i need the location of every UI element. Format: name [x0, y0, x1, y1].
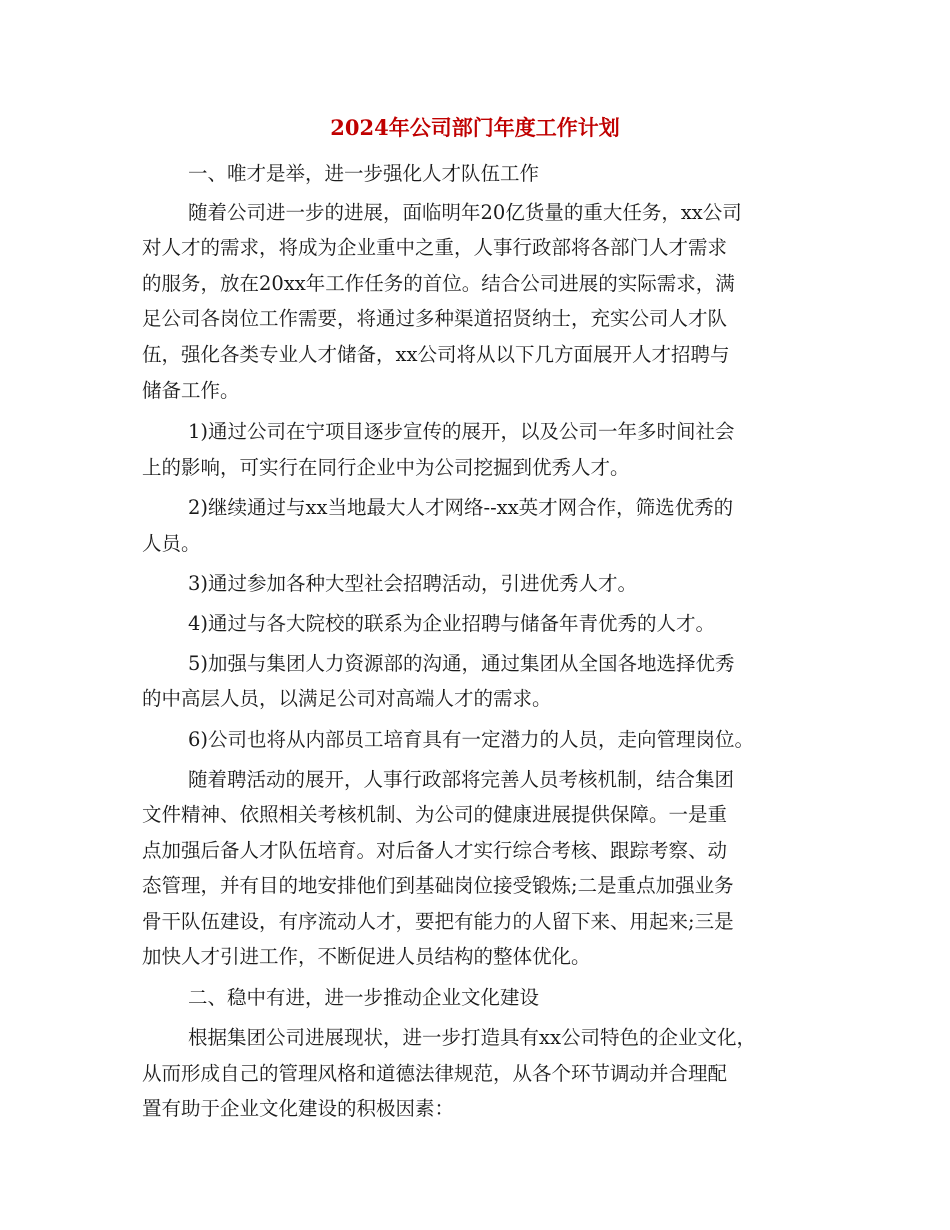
paragraph-line: 对人才的需求，将成为企业重中之重，人事行政部将各部门人才需求 — [142, 236, 728, 259]
paragraph-line: 态管理，并有目的地安排他们到基础岗位接受锻炼;二是重点加强业务 — [142, 874, 734, 897]
paragraph-line: 随着公司进一步的进展，面临明年20亿货量的重大任务，xx公司 — [188, 201, 742, 224]
list-item-line: 的中高层人员，以满足公司对高端人才的需求。 — [142, 687, 552, 710]
list-item-line: 5)加强与集团人力资源部的沟通，通过集团从全国各地选择优秀 — [188, 652, 735, 675]
paragraph-line: 骨干队伍建设，有序流动人才，要把有能力的人留下来、用起来;三是 — [142, 910, 734, 933]
section-heading-2: 二、稳中有进，进一步推动企业文化建设 — [188, 986, 540, 1009]
paragraph-line: 根据集团公司进展现状，进一步打造具有xx公司特色的企业文化， — [188, 1026, 756, 1049]
section-heading-1: 一、唯才是举，进一步强化人才队伍工作 — [188, 162, 540, 185]
list-item-line: 3)通过参加各种大型社会招聘活动，引进优秀人才。 — [188, 572, 638, 595]
paragraph-line: 点加强后备人才队伍培育。对后备人才实行综合考核、跟踪考察、动 — [142, 839, 728, 862]
document-title: 2024年公司部门年度工作计划 — [330, 115, 620, 140]
list-item-line: 人员。 — [142, 532, 201, 555]
list-item-line: 4)通过与各大院校的联系为企业招聘与储备年青优秀的人才。 — [188, 612, 716, 635]
list-item-line: 6)公司也将从内部员工培育具有一定潜力的人员，走向管理岗位。 — [188, 728, 755, 751]
paragraph-line: 的服务，放在20xx年工作任务的首位。结合公司进展的实际需求，满 — [142, 272, 735, 295]
list-item-line: 2)继续通过与xx当地最大人才网络--xx英才网合作，筛选优秀的 — [188, 496, 734, 519]
paragraph-line: 加快人才引进工作，不断促进人员结构的整体优化。 — [142, 945, 591, 968]
list-item-line: 1)通过公司在宁项目逐步宣传的展开，以及公司一年多时间社会 — [188, 420, 735, 443]
paragraph-line: 足公司各岗位工作需要，将通过多种渠道招贤纳士，充实公司人才队 — [142, 307, 728, 330]
paragraph-line: 从而形成自己的管理风格和道德法律规范，从各个环节调动并合理配 — [142, 1062, 728, 1085]
paragraph-line: 置有助于企业文化建设的积极因素： — [142, 1097, 455, 1120]
list-item-line: 上的影响，可实行在同行企业中为公司挖掘到优秀人才。 — [142, 456, 630, 479]
paragraph-line: 随着聘活动的展开，人事行政部将完善人员考核机制，结合集团 — [188, 768, 735, 791]
paragraph-line: 储备工作。 — [142, 379, 240, 402]
paragraph-line: 伍，强化各类专业人才储备，xx公司将从以下几方面展开人才招聘与 — [142, 343, 730, 366]
paragraph-line: 文件精神、依照相关考核机制、为公司的健康进展提供保障。一是重 — [142, 803, 728, 826]
